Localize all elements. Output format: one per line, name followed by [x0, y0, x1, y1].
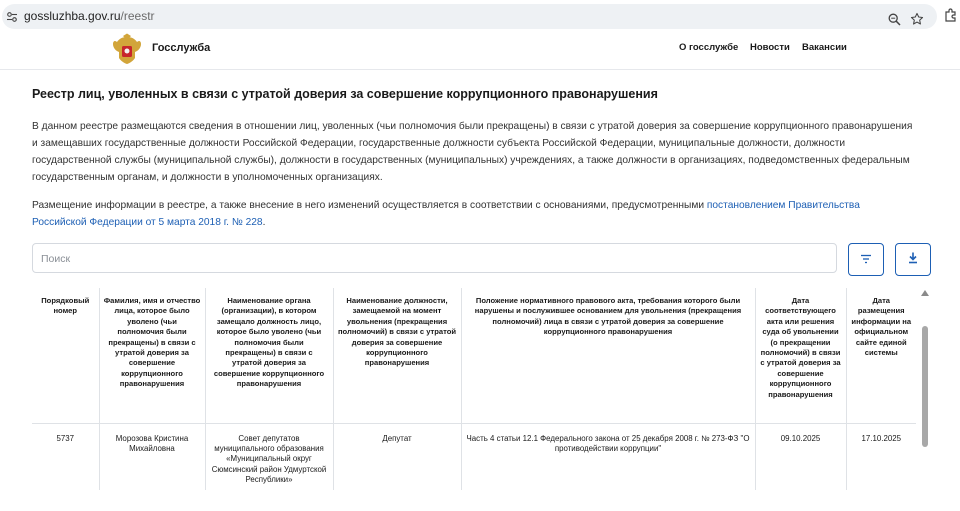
placement-note — [32, 197, 917, 231]
table-header-row — [32, 288, 916, 423]
site-info-icon[interactable] — [6, 10, 18, 22]
column-header-act-date[interactable]: Дата соответствующего акта или решения суда об увольнении (о прекращении полномочий) в связи с утратой доверия за совершение коррупционного правонарушения — [755, 288, 846, 423]
zoom-icon[interactable] — [888, 13, 901, 26]
extensions-icon[interactable] — [945, 8, 958, 22]
browser-toolbar — [0, 0, 960, 33]
column-header-name[interactable]: Фамилия, имя и отчество лица, которое было уволено (чьи полномочия были прекращены) в связи с утратой доверия за совершение коррупционного правонарушения — [99, 288, 205, 423]
column-header-number[interactable]: Порядковый номер — [32, 288, 99, 423]
coat-of-arms-icon[interactable] — [110, 33, 144, 67]
column-header-publish-date[interactable]: Дата размещения информации на официальном сайте единой системы — [846, 288, 916, 423]
nav-about[interactable]: О госслужбе — [679, 42, 739, 53]
search-box — [32, 243, 837, 273]
download-icon — [908, 251, 918, 269]
registry-table-container — [32, 288, 916, 511]
cell-number: 5737 — [32, 423, 99, 490]
search-input[interactable] — [41, 250, 821, 268]
brand-name[interactable]: Госслужба — [152, 42, 211, 54]
url-text[interactable]: gossluzhba.gov.ru/reestr — [24, 9, 155, 23]
address-bar[interactable] — [2, 4, 937, 29]
nav-jobs[interactable]: Вакансии — [802, 42, 847, 53]
cell-legal-act: Часть 4 статьи 12.1 Федерального закона от 25 декабря 2008 г. № 273-ФЗ "О противодействии коррупции" — [461, 423, 755, 490]
placement-end: . — [262, 217, 266, 228]
decree-link[interactable]: постановлением Правительства Российской Федерации от 5 марта 2018 г. № 228 — [32, 200, 860, 228]
placement-text: Размещение информации в реестре, а также внесение в него изменений осуществляется в соответствии с основаниями, предусмотренными — [32, 200, 707, 211]
cell-organization: Совет депутатов муниципального образования «Муниципальный округ Сюмсинский район Удмуртской Республики» — [205, 423, 333, 490]
cell-act-date: 09.10.2025 — [755, 423, 846, 490]
star-icon[interactable] — [910, 12, 924, 26]
registry-table — [32, 288, 916, 490]
filter-icon — [860, 251, 872, 269]
cell-name: Морозова Кристина Михайловна — [99, 423, 205, 490]
filter-button[interactable] — [848, 243, 884, 276]
column-header-legal-act[interactable]: Положение нормативного правового акта, требования которого были нарушены и послужившее основанием для увольнения (прекращения полномочий) лица в связи с утратой доверия за совершение коррупционного правонарушения — [461, 288, 755, 423]
scroll-up-arrow-icon[interactable] — [921, 290, 929, 296]
column-header-position[interactable]: Наименование должности, замещаемой на момент увольнения (прекращения полномочий) в связи с утратой доверия за совершение коррупционного правонарушения — [333, 288, 461, 423]
nav-news[interactable]: Новости — [750, 42, 790, 53]
table-row[interactable] — [32, 423, 916, 490]
cell-position: Депутат — [333, 423, 461, 490]
cell-publish-date: 17.10.2025 — [861, 433, 901, 443]
site-header — [0, 33, 960, 70]
download-button[interactable] — [895, 243, 931, 276]
registry-description: В данном реестре размещаются сведения в отношении лиц, уволенных (чьи полномочия были прекращены) в связи с утратой доверия за совершение коррупционного правонарушения и замещавших государственные должности Российской Федерации, государственные должности субъекта Российской Федерации, муниципальные должности, должности государственной службы (муниципальной службы), должности в государственных (муниципальных) учреждениях, а также должности в организациях, подведомственных федеральным государственным органам, и должности в уполномоченных организациях. — [32, 121, 913, 183]
page-title: Реестр лиц, уволенных в связи с утратой доверия за совершение коррупционного правонарушения — [32, 87, 658, 101]
column-header-organization[interactable]: Наименование органа (организации), в котором замещало должность лицо, которое было уволено (чьи полномочия были прекращены) в связи с утратой доверия за совершение коррупционного правонарушения — [205, 288, 333, 423]
scrollbar-thumb[interactable] — [922, 326, 928, 447]
